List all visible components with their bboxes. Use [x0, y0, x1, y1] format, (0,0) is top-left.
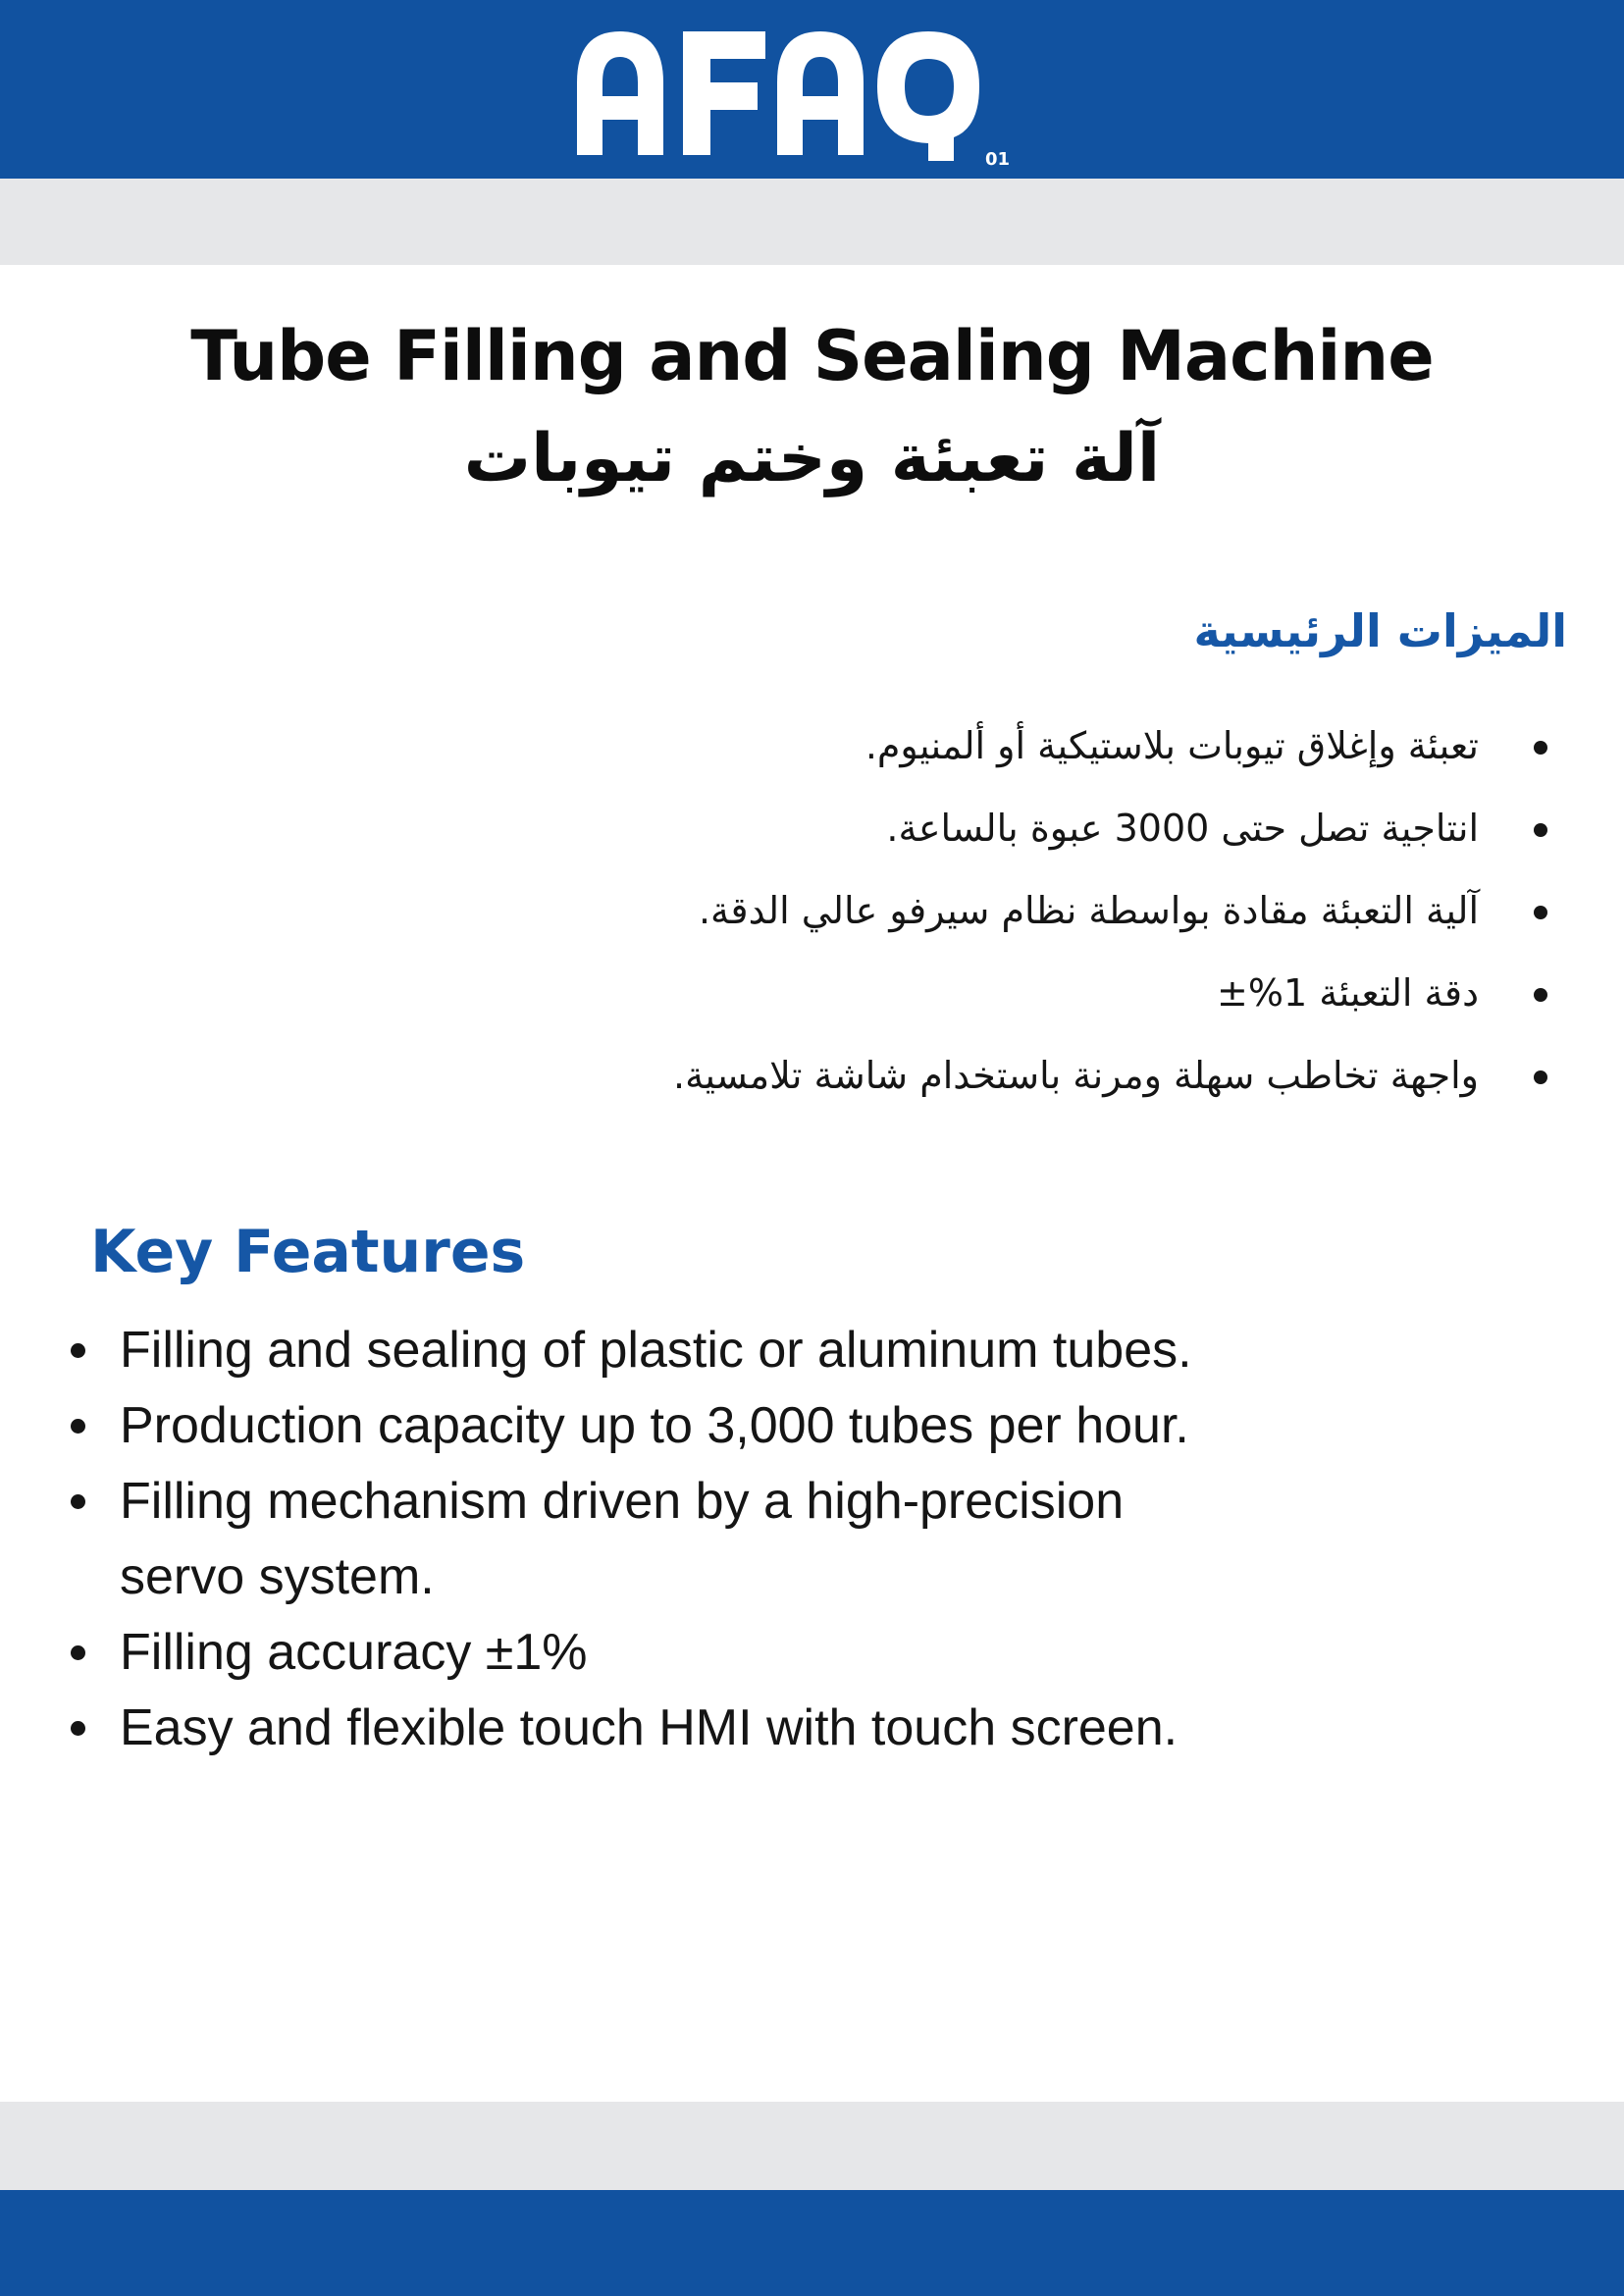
feature-item-arabic: آلية التعبئة مقادة بواسطة نظام سيرفو عالي الدقة.	[289, 869, 1565, 952]
header-band	[0, 179, 1624, 265]
features-heading-english: Key Features	[90, 1218, 526, 1286]
feature-item-arabic: انتاجية تصل حتى 3000 عبوة بالساعة.	[289, 787, 1565, 869]
feature-item-arabic: تعبئة وإغلاق تيوبات بلاستيكية أو ألمنيوم.	[289, 704, 1565, 787]
features-list-arabic	[289, 704, 1565, 1117]
footer-band	[0, 2102, 1624, 2190]
header-bar	[0, 0, 1624, 179]
title-english: Tube Filling and Sealing Machine	[190, 316, 1434, 396]
feature-item-arabic: واجهة تخاطب سهلة ومرنة باستخدام شاشة تلامسية.	[289, 1034, 1565, 1117]
feature-item-english: Filling and sealing of plastic or aluminum tubes.	[69, 1313, 1227, 1388]
feature-item-arabic: دقة التعبئة 1%±	[289, 952, 1565, 1034]
footer-bar	[0, 2190, 1624, 2296]
features-heading-arabic: الميزات الرئيسية	[1193, 604, 1567, 657]
afaq-logo-mark	[569, 22, 1021, 169]
features-list-english	[69, 1313, 1227, 1766]
title-arabic: آلة تعبئة وختم تيوبات	[463, 420, 1161, 497]
feature-item-english: Production capacity up to 3,000 tubes per hour.	[69, 1388, 1227, 1464]
feature-item-english: Filling mechanism driven by a high-precision servo system.	[69, 1464, 1227, 1615]
afaq-logo	[569, 22, 1021, 169]
feature-item-english: Filling accuracy ±1%	[69, 1615, 1227, 1691]
svg-text:01: 01	[985, 149, 1011, 169]
feature-item-english: Easy and flexible touch HMI with touch screen.	[69, 1691, 1227, 1766]
